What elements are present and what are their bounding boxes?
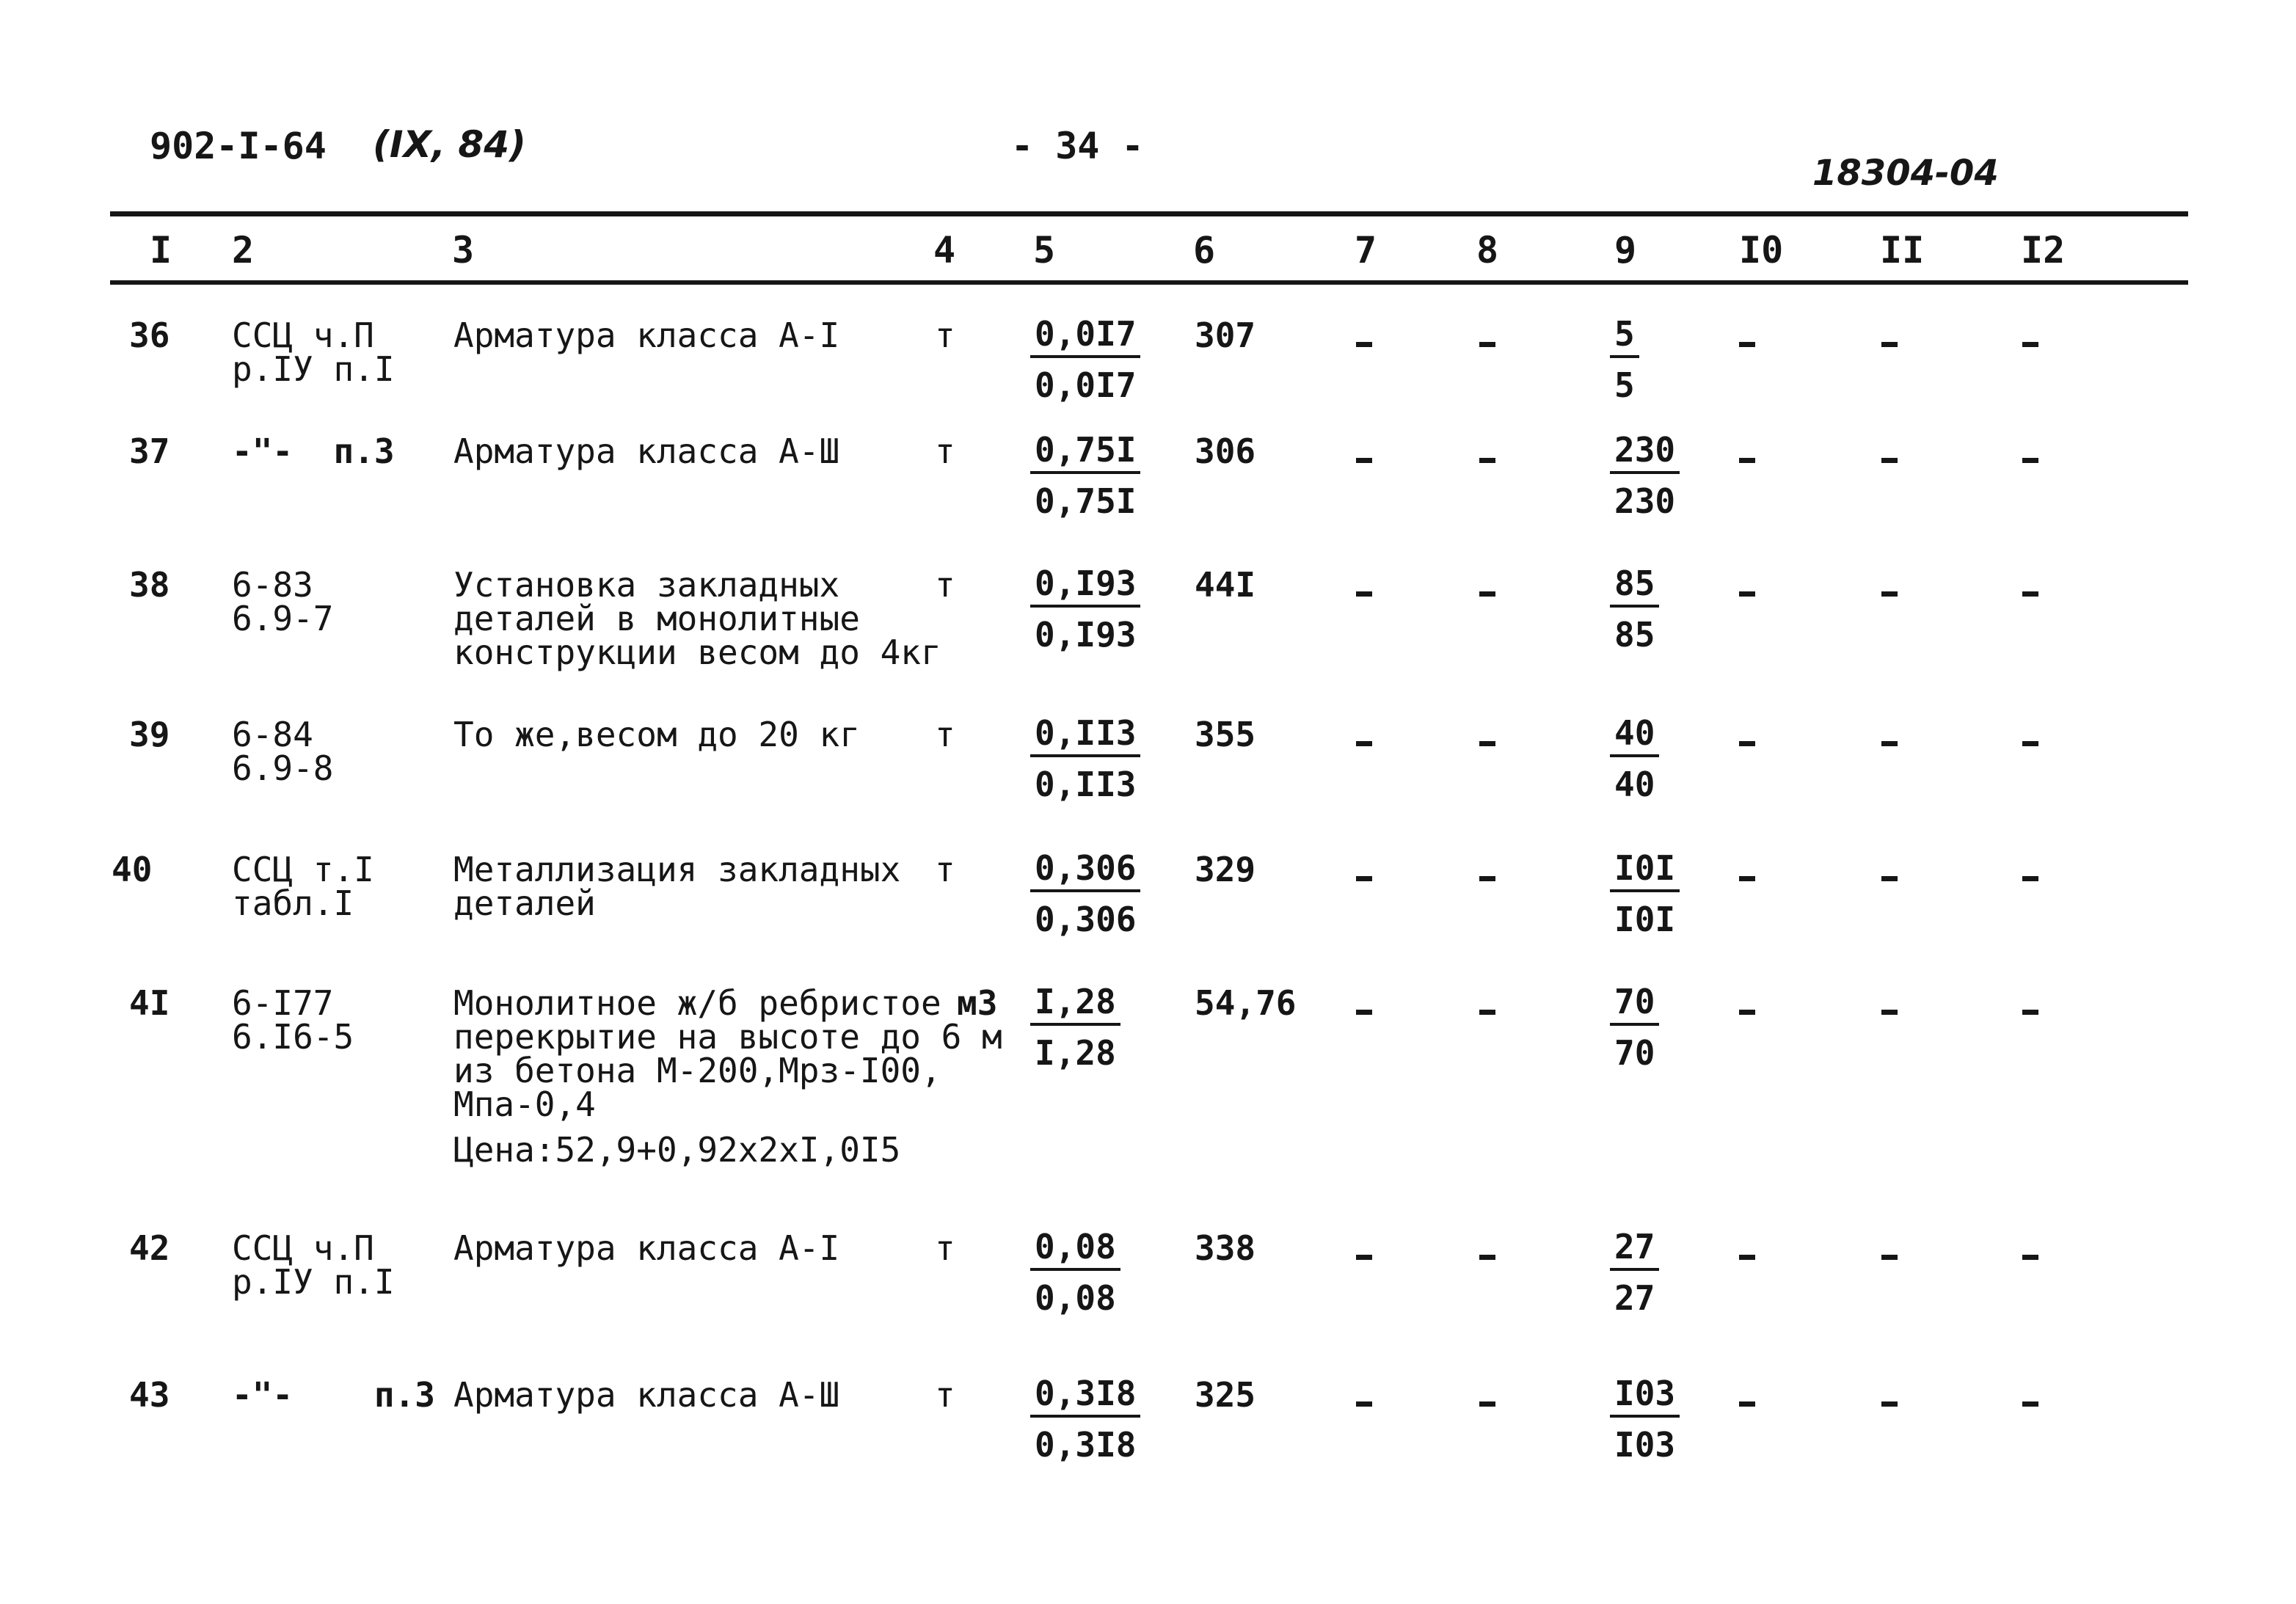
empty-dash xyxy=(1739,876,1755,881)
edition-mark: (IX, 84) xyxy=(373,123,526,166)
empty-dash xyxy=(1356,342,1372,347)
work-description: Арматура класса А-Ш xyxy=(453,1375,840,1415)
work-description: Арматура класса А-Ш xyxy=(453,431,840,471)
row-number: 42 xyxy=(129,1228,170,1268)
column-header: 9 xyxy=(1614,229,1637,271)
quantity-numerator: 0,II3 xyxy=(1030,716,1140,757)
cost-fraction xyxy=(1610,564,1659,655)
cost-denominator: 5 xyxy=(1614,365,1635,405)
work-description: То же,весом до 20 кг xyxy=(453,715,860,754)
column-header: 8 xyxy=(1476,229,1499,271)
cost-fraction xyxy=(1610,1374,1680,1465)
row-number: 37 xyxy=(129,431,170,471)
work-description: Металлизация закладных деталей xyxy=(453,850,901,923)
cost-numerator: 40 xyxy=(1610,716,1659,757)
empty-dash xyxy=(1479,458,1495,463)
quantity-denominator: 0,75I xyxy=(1035,481,1137,521)
empty-dash xyxy=(1479,1255,1495,1260)
quantity-numerator: 0,75I xyxy=(1030,433,1140,474)
unit-price: 44I xyxy=(1195,565,1256,605)
cost-fraction xyxy=(1610,430,1680,521)
unit: т xyxy=(935,565,955,605)
empty-dash xyxy=(1881,741,1898,746)
empty-dash xyxy=(2022,876,2038,881)
cost-fraction xyxy=(1610,982,1659,1073)
empty-dash xyxy=(2022,1255,2038,1260)
row-number: 38 xyxy=(129,565,170,605)
row-number: 4I xyxy=(129,983,170,1023)
quantity-fraction xyxy=(1030,430,1140,521)
empty-dash xyxy=(1881,1255,1898,1260)
empty-dash xyxy=(1356,876,1372,881)
quantity-fraction xyxy=(1030,1374,1140,1465)
empty-dash xyxy=(1479,741,1495,746)
quantity-denominator: 0,306 xyxy=(1035,900,1137,939)
quantity-denominator: 0,II3 xyxy=(1035,765,1137,804)
quantity-fraction xyxy=(1030,713,1140,804)
cost-fraction xyxy=(1610,713,1659,804)
page-number: - 34 - xyxy=(1011,125,1144,167)
unit-price: 306 xyxy=(1195,431,1256,471)
column-header: I2 xyxy=(2021,229,2066,271)
column-header: II xyxy=(1880,229,1925,271)
empty-dash xyxy=(1739,591,1755,597)
quantity-denominator: I,28 xyxy=(1035,1033,1116,1073)
price-calculation-note: Цена:52,9+0,92х2хI,0I5 xyxy=(453,1130,901,1170)
empty-dash xyxy=(1479,342,1495,347)
norm-reference: ССЦ ч.П р.IУ п.I xyxy=(232,316,395,389)
unit: т xyxy=(935,850,955,889)
cost-denominator: 70 xyxy=(1614,1033,1655,1073)
empty-dash xyxy=(1356,1255,1372,1260)
empty-dash xyxy=(1739,1401,1755,1407)
unit-price: 325 xyxy=(1195,1375,1256,1415)
cost-fraction xyxy=(1610,314,1639,405)
empty-dash xyxy=(2022,458,2038,463)
cost-fraction xyxy=(1610,848,1680,939)
work-description: Монолитное ж/б ребристое перекрытие на высоте до 6 м из бетона М-200,Мрз-I00, Мпа-0,4 xyxy=(453,983,1002,1124)
norm-reference: 6-84 6.9-8 xyxy=(232,715,334,788)
quantity-numerator: 0,08 xyxy=(1030,1230,1120,1271)
unit: т xyxy=(935,1375,955,1415)
empty-dash xyxy=(1739,741,1755,746)
cost-denominator: 27 xyxy=(1614,1278,1655,1318)
cost-numerator: 27 xyxy=(1610,1230,1659,1271)
empty-dash xyxy=(1881,458,1898,463)
unit-price: 307 xyxy=(1195,316,1256,355)
table-header-rule xyxy=(110,280,2188,285)
unit-price: 54,76 xyxy=(1195,983,1297,1023)
row-number: 39 xyxy=(129,715,170,754)
work-description: Арматура класса А-I xyxy=(453,316,840,355)
row-number: 40 xyxy=(112,850,153,889)
document-code: 902-I-64 xyxy=(150,125,327,167)
column-header: I xyxy=(150,229,172,271)
column-header: 4 xyxy=(933,229,956,271)
empty-dash xyxy=(1356,591,1372,597)
empty-dash xyxy=(1739,342,1755,347)
empty-dash xyxy=(1881,1010,1898,1015)
quantity-numerator: 0,I93 xyxy=(1030,566,1140,608)
cost-numerator: 70 xyxy=(1610,985,1659,1026)
quantity-denominator: 0,3I8 xyxy=(1035,1425,1137,1465)
unit-price: 355 xyxy=(1195,715,1256,754)
cost-denominator: 230 xyxy=(1614,481,1676,521)
inventory-number: 18304-04 xyxy=(1812,153,1999,194)
cost-numerator: 5 xyxy=(1610,317,1639,358)
empty-dash xyxy=(2022,1010,2038,1015)
empty-dash xyxy=(1356,1401,1372,1407)
cost-numerator: I0I xyxy=(1610,851,1680,892)
empty-dash xyxy=(2022,591,2038,597)
empty-dash xyxy=(1479,1010,1495,1015)
cost-denominator: I0I xyxy=(1614,900,1676,939)
empty-dash xyxy=(1479,591,1495,597)
unit-price: 338 xyxy=(1195,1228,1256,1268)
quantity-fraction xyxy=(1030,564,1140,655)
unit: т xyxy=(935,715,955,754)
column-header: 2 xyxy=(232,229,255,271)
empty-dash xyxy=(1739,1010,1755,1015)
quantity-numerator: 0,3I8 xyxy=(1030,1377,1140,1418)
cost-denominator: 40 xyxy=(1614,765,1655,804)
empty-dash xyxy=(2022,342,2038,347)
quantity-denominator: 0,0I7 xyxy=(1035,365,1137,405)
quantity-numerator: I,28 xyxy=(1030,985,1120,1026)
norm-reference: ССЦ ч.П р.IУ п.I xyxy=(232,1228,395,1302)
quantity-fraction xyxy=(1030,314,1140,405)
norm-reference: 6-83 6.9-7 xyxy=(232,565,334,638)
norm-reference: 6-I77 6.I6-5 xyxy=(232,983,354,1057)
empty-dash xyxy=(1881,591,1898,597)
empty-dash xyxy=(1881,876,1898,881)
table-top-rule xyxy=(110,211,2188,216)
norm-reference: ССЦ т.I табл.I xyxy=(232,850,374,923)
unit: т xyxy=(935,431,955,471)
empty-dash xyxy=(1739,458,1755,463)
empty-dash xyxy=(1479,876,1495,881)
quantity-numerator: 0,0I7 xyxy=(1030,317,1140,358)
work-description: Установка закладных деталей в монолитные конструкции весом до 4кг xyxy=(453,565,941,672)
quantity-fraction xyxy=(1030,848,1140,939)
work-description: Арматура класса А-I xyxy=(453,1228,840,1268)
unit-price: 329 xyxy=(1195,850,1256,889)
cost-denominator: 85 xyxy=(1614,615,1655,655)
cost-denominator: I03 xyxy=(1614,1425,1676,1465)
quantity-denominator: 0,I93 xyxy=(1035,615,1137,655)
empty-dash xyxy=(1881,342,1898,347)
empty-dash xyxy=(1356,1010,1372,1015)
norm-reference: -"- п.3 xyxy=(232,1375,435,1415)
cost-numerator: I03 xyxy=(1610,1377,1680,1418)
column-header: 5 xyxy=(1033,229,1056,271)
empty-dash xyxy=(2022,741,2038,746)
cost-numerator: 85 xyxy=(1610,566,1659,608)
empty-dash xyxy=(1356,741,1372,746)
empty-dash xyxy=(1479,1401,1495,1407)
cost-numerator: 230 xyxy=(1610,433,1680,474)
column-header: 7 xyxy=(1355,229,1377,271)
row-number: 43 xyxy=(129,1375,170,1415)
unit: м3 xyxy=(957,983,998,1023)
quantity-denominator: 0,08 xyxy=(1035,1278,1116,1318)
unit: т xyxy=(935,1228,955,1268)
empty-dash xyxy=(2022,1401,2038,1407)
row-number: 36 xyxy=(129,316,170,355)
empty-dash xyxy=(1739,1255,1755,1260)
column-header: 3 xyxy=(452,229,475,271)
unit: т xyxy=(935,316,955,355)
quantity-numerator: 0,306 xyxy=(1030,851,1140,892)
quantity-fraction xyxy=(1030,1227,1120,1318)
cost-fraction xyxy=(1610,1227,1659,1318)
empty-dash xyxy=(1356,458,1372,463)
norm-reference: -"- п.3 xyxy=(232,431,395,471)
quantity-fraction xyxy=(1030,982,1120,1073)
empty-dash xyxy=(1881,1401,1898,1407)
column-header: 6 xyxy=(1193,229,1216,271)
column-header: I0 xyxy=(1739,229,1784,271)
